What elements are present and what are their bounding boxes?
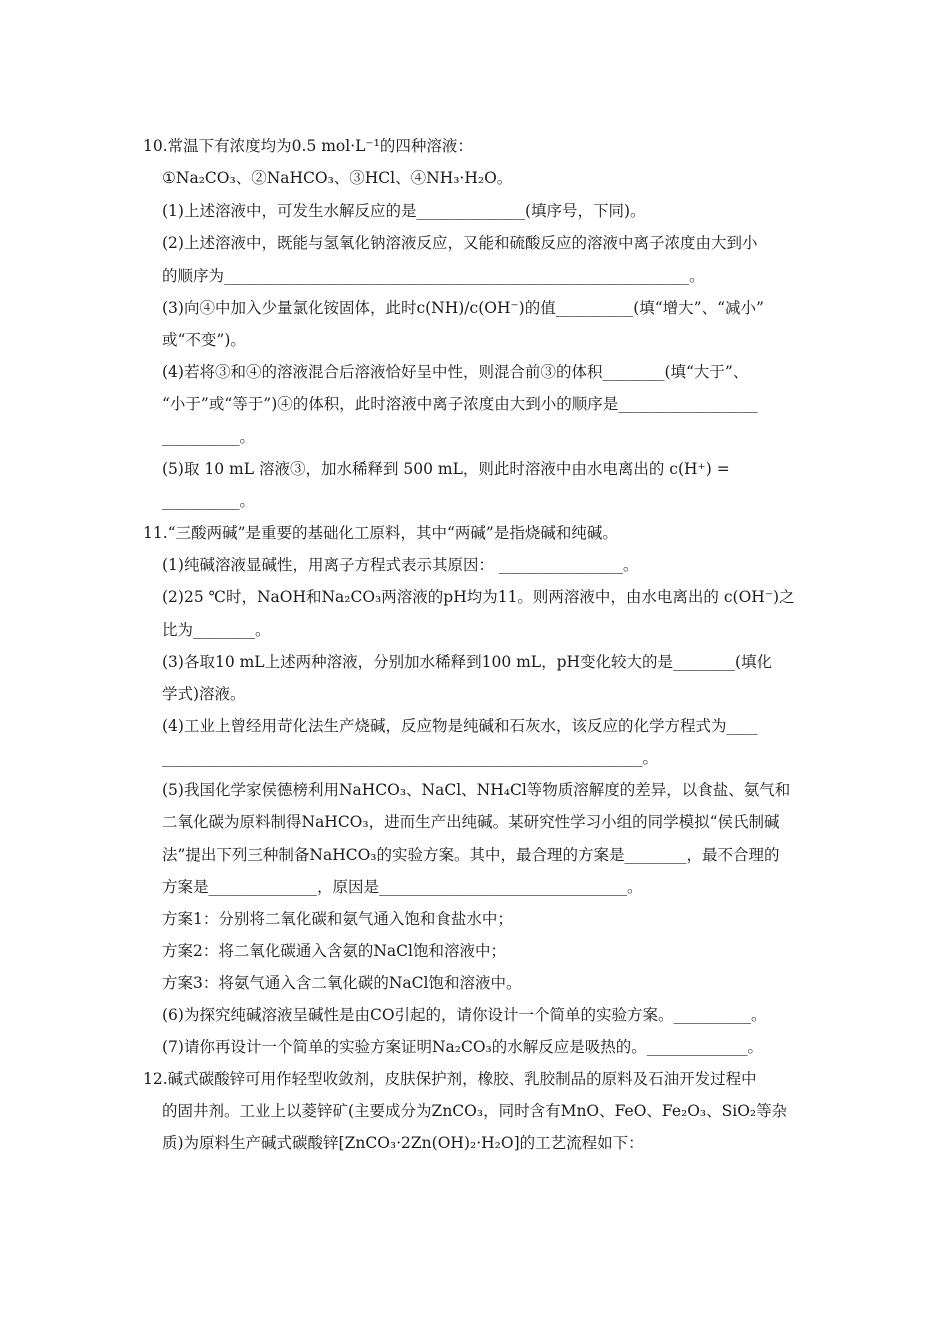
question-heading: 12.碱式碳酸锌可用作轻型收敛剂，皮肤保护剂，橡胶、乳胶制品的原料及石油开发过程中 (143, 1070, 757, 1088)
document-line: (7)请你再设计一个简单的实验方案证明Na₂CO₃的水解反应是吸热的。_____________。 (162, 1038, 764, 1056)
question-heading: 10.常温下有浓度均为0.5 mol·L⁻¹的四种溶液： (143, 137, 473, 155)
document-line: “小于”或“等于”)④的体积，此时溶液中离子浓度由大到小的顺序是__________________ (162, 395, 758, 413)
document-line: 的顺序为____________________________________________________________。 (162, 267, 705, 285)
document-line: __________。 (162, 428, 256, 446)
document-line: (6)为探究纯碱溶液呈碱性是由CO引起的，请你设计一个简单的实验方案。__________。 (162, 1006, 767, 1024)
document-line: 方案1：分别将二氧化碳和氨气通入饱和食盐水中； (162, 910, 513, 928)
document-line: (2)上述溶液中，既能与氢氧化钠溶液反应，又能和硫酸反应的溶液中离子浓度由大到小 (162, 234, 758, 252)
document-line: (4)若将③和④的溶液混合后溶液恰好呈中性，则混合前③的体积________(填“大于”、 (162, 363, 749, 381)
document-line: 比为________。 (162, 621, 271, 639)
document-line: 二氧化碳为原料制得NaHCO₃，进而生产出纯碱。某研究性学习小组的同学模拟“侯氏制碱 (162, 813, 780, 831)
document-line: 质)为原料生产碱式碳酸锌[ZnCO₃·2Zn(OH)₂·H₂O]的工艺流程如下： (162, 1134, 644, 1152)
document-line: ______________________________________________________________。 (162, 749, 659, 767)
document-line: (5)我国化学家侯德榜利用NaHCO₃、NaCl、NH₄Cl等物质溶解度的差异，以食盐、氨气和 (162, 781, 791, 799)
document-line: (1)上述溶液中，可发生水解反应的是______________(填序号，下同)。 (162, 202, 646, 220)
document-line: 的固井剂。工业上以菱锌矿(主要成分为ZnCO₃，同时含有MnO、FeO、Fe₂O₃、SiO₂等杂 (162, 1102, 788, 1120)
document-line: (5)取 10 mL 溶液③，加水稀释到 500 mL，则此时溶液中由水电离出的 c(H⁺) = (162, 460, 730, 478)
document-line: 方案是______________，原因是________________________________。 (162, 878, 643, 896)
document-line: (3)各取10 mL上述两种溶液，分别加水稀释到100 mL，pH变化较大的是________(填化 (162, 653, 773, 671)
document-line: (1)纯碱溶液显碱性，用离子方程式表示其原因： ________________。 (162, 556, 639, 574)
document-line: ①Na₂CO₃、②NaHCO₃、③HCl、④NH₃·H₂O。 (162, 169, 513, 187)
document-line: 或“不变”)。 (162, 331, 246, 349)
document-line: (3)向④中加入少量氯化铵固体，此时c(NH)/c(OH⁻)的值__________(填“增大”、“减小” (162, 299, 764, 317)
document-line: 法”提出下列三种制备NaHCO₃的实验方案。其中，最合理的方案是________，最不合理的 (162, 846, 780, 864)
document-line: 方案3：将氨气通入含二氧化碳的NaCl饱和溶液中。 (162, 974, 522, 992)
document-line: __________。 (162, 492, 256, 510)
document-line: 学式)溶液。 (162, 685, 246, 703)
document-line: 方案2：将二氧化碳通入含氨的NaCl饱和溶液中； (162, 942, 506, 960)
question-heading: 11.“三酸两碱”是重要的基础化工原料，其中“两碱”是指烧碱和纯碱。 (143, 524, 618, 542)
document-line: (2)25 ℃时，NaOH和Na₂CO₃两溶液的pH均为11。则两溶液中，由水电离出的 c(OH⁻)之 (162, 588, 795, 606)
document-line: (4)工业上曾经用苛化法生产烧碱，反应物是纯碱和石灰水，该反应的化学方程式为____ (162, 717, 758, 735)
